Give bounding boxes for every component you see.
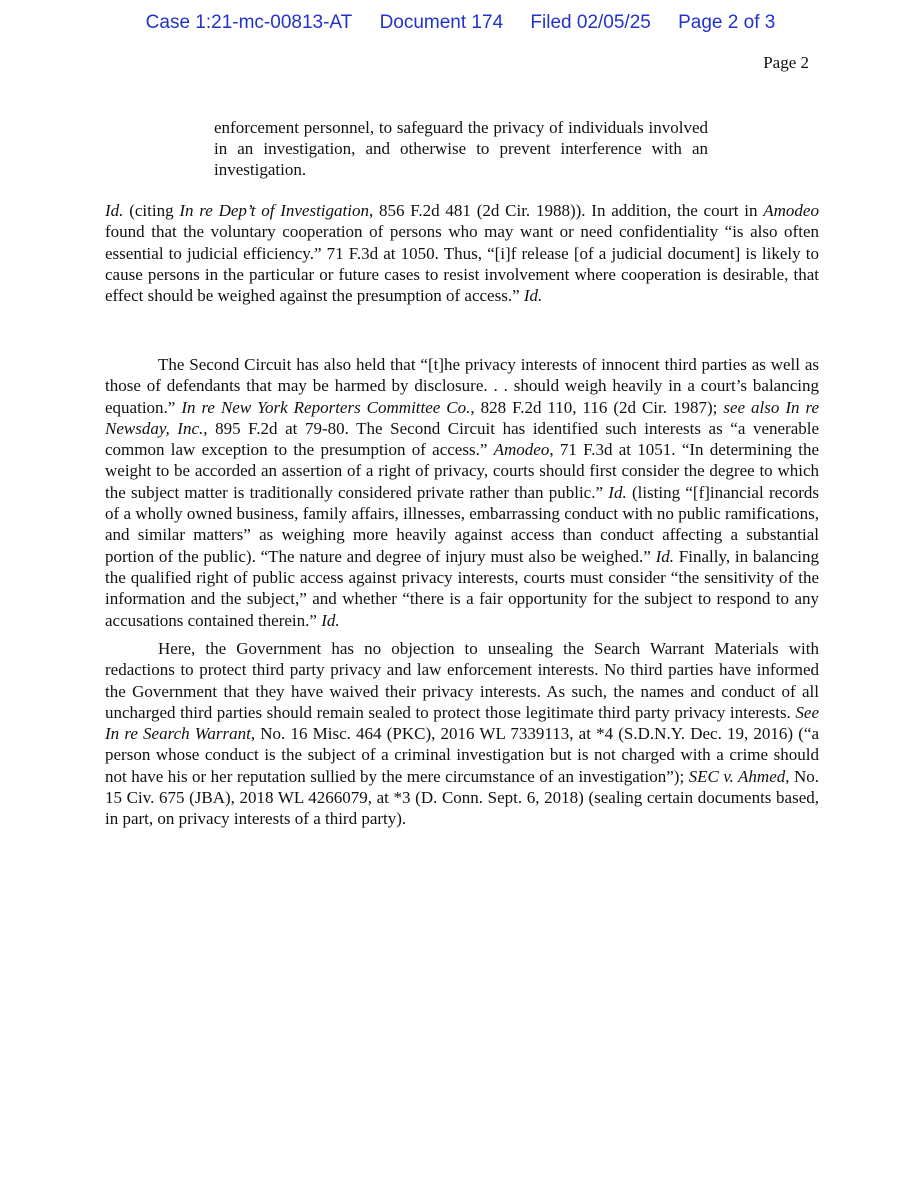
paragraph-1 [105, 200, 819, 306]
paragraph-text [105, 638, 819, 830]
italic-citation: SEC v. Ahmed [688, 766, 786, 786]
italic-citation: Amodeo [493, 440, 550, 460]
paragraph-text [105, 200, 819, 306]
italic-citation: Id. [655, 546, 674, 566]
text-segment: , 856 F.2d 481 (2d Cir. 1988)). In addition, the court in [368, 201, 764, 220]
italic-citation: See In re Search Warrant [105, 702, 819, 744]
text-segment: , 71 F.3d at 1051. “In determining the weight to be accorded an assertion of a right of privacy, courts should first consider the degree to which the subject matter is traditionally considered private rather than public.” [105, 440, 819, 502]
paragraph-3 [105, 638, 819, 830]
italic-citation: Id. [608, 482, 627, 502]
text-segment: Finally, in balancing the qualified right of public access against privacy interests, courts must consider “the sensitivity of the information and the subject,” and whether “there is a fair opportunity for the subject to respond to any accusations contained therein.” [105, 546, 819, 630]
text-segment: , No. 15 Civ. 675 (JBA), 2018 WL 4266079, at *3 (D. Conn. Sept. 6, 2018) (sealing certain documents based, in part, on privacy interests of a third party). [105, 766, 820, 829]
italic-citation: Id. [105, 201, 124, 220]
text-segment: found that the voluntary cooperation of persons who may want or need confidentiality “is also often essential to judicial efficiency.” 71 F.3d at 1050. Thus, “[i]f release [of a judicial document] is likely to cause persons in the particular or future cases to resist involvement where cooperation is desirable, that effect should be weighed against the presumption of access.” [105, 222, 819, 306]
text-segment: (listing “[f]inancial records of a wholly owned business, family affairs, illnesses, embarrassing conduct with no public ramifications, and similar matters” as weighing more heavily against access than conduct affecting a substantial portion of the public). “The nature and degree of injury must also be weighed.” [105, 482, 819, 566]
paragraph-text [105, 354, 819, 631]
italic-citation: In re Dep’t of Investigation [179, 201, 369, 220]
text-segment: , 828 F.2d 110, 116 (2d Cir. 1987); [470, 397, 724, 417]
document-number: Document 174 [379, 12, 504, 33]
italic-citation: see also In re Newsday, Inc. [105, 397, 819, 438]
text-segment: (citing [123, 201, 180, 220]
paragraph-2 [105, 354, 819, 631]
page-count: Page 2 of 3 [678, 12, 776, 33]
italic-citation: In re New York Reporters Committee Co. [181, 397, 471, 417]
page-label: Page 2 [763, 53, 809, 72]
text-segment: Here, the Government has no objection to unsealing the Search Warrant Materials with redactions to protect third party privacy and law enforcement interests. No third parties have informed the Government that they have waived their privacy interests. As such, the names and conduct of all uncharged third parties should remain sealed to protect those legitimate third party privacy interests. [105, 639, 819, 722]
case-number: Case 1:21-mc-00813-AT [145, 12, 353, 33]
ecf-header [0, 12, 921, 34]
text-segment: The Second Circuit has also held that “[t]he privacy interests of innocent third parties as well as those of defendants that may be harmed by disclosure. . . should weigh heavily in a court’s balancing equation.” [105, 355, 819, 417]
block-quote: enforcement personnel, to safeguard the privacy of individuals involved in an investigation, and otherwise to prevent interference with an investigation. [214, 118, 708, 179]
text-segment: , No. 16 Misc. 464 (PKC), 2016 WL 7339113, at *4 (S.D.N.Y. Dec. 19, 2016) (“a person whose conduct is the subject of a criminal investigation but is not charged with a crime should not have his or her reputation sullied by the mere circumstance of an investigation”); [105, 724, 819, 786]
italic-citation: Id. [321, 610, 340, 630]
italic-citation: Amodeo [763, 201, 819, 220]
italic-citation: Id. [523, 286, 543, 306]
filed-date: Filed 02/05/25 [530, 12, 651, 33]
text-segment: , 895 F.2d at 79-80. The Second Circuit has identified such interests as “a venerable common law exception to the presumption of access.” [105, 418, 820, 460]
